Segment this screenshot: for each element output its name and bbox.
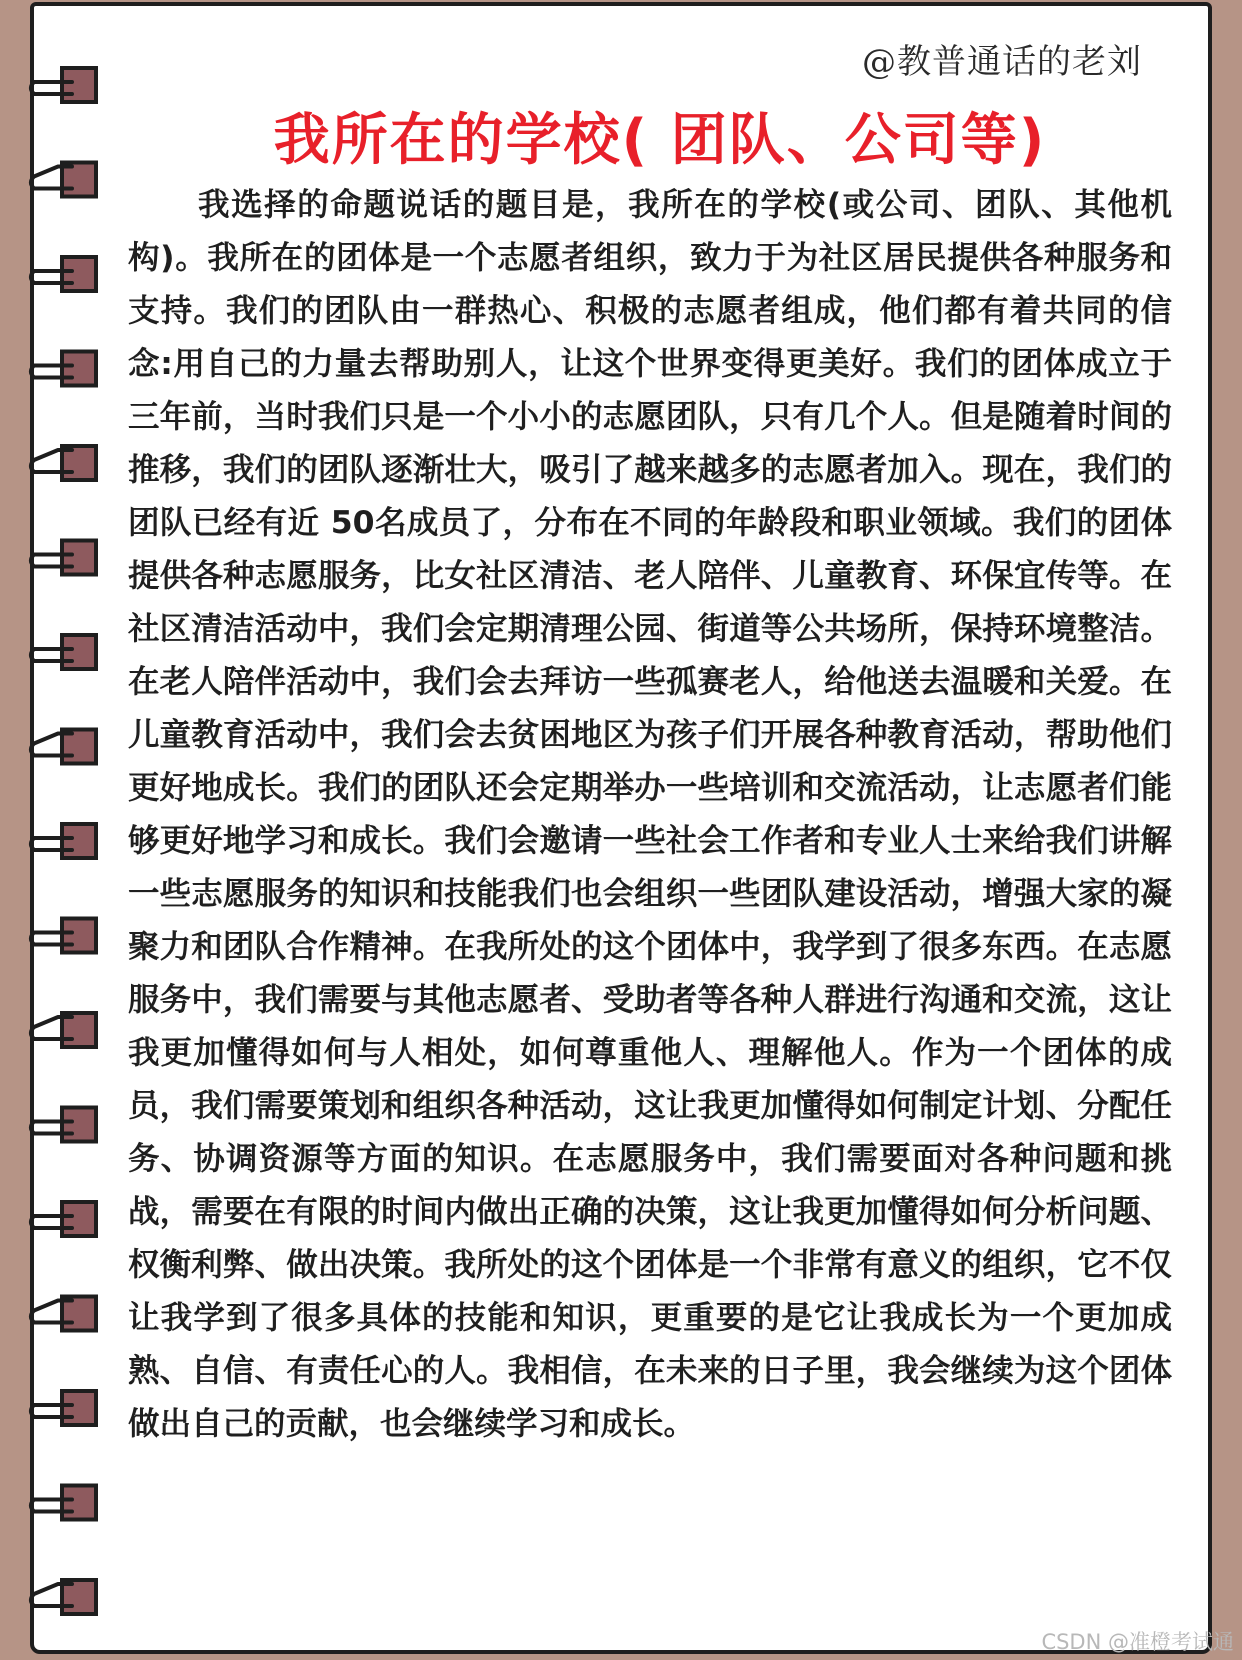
- binding-tab: [31, 635, 96, 669]
- binding-tab: [31, 1108, 96, 1142]
- csdn-watermark: CSDN @准橙考试通: [1041, 1630, 1234, 1654]
- binding-tab: [31, 446, 96, 480]
- binding-tab: [31, 1297, 96, 1331]
- binding-tab: [31, 163, 96, 197]
- binding-tab: [31, 824, 96, 858]
- binding-tab: [31, 1391, 96, 1425]
- binding-tab: [31, 1202, 96, 1236]
- notebook-binding: [0, 0, 110, 1660]
- binding-tab: [31, 68, 96, 102]
- document-title: 我所在的学校( 团队、公司等): [273, 108, 1047, 173]
- author-handle: @教普通话的老刘: [862, 42, 1142, 82]
- binding-tab: [31, 730, 96, 764]
- binding-tab: [31, 1580, 96, 1614]
- binding-tab: [31, 1486, 96, 1520]
- binding-tab: [31, 541, 96, 575]
- binding-tab: [31, 1013, 96, 1047]
- binding-tab: [31, 257, 96, 291]
- document-body: 我选择的命题说话的题目是，我所在的学校(或公司、团队、其他机构)。我所在的团体是一个志愿者组织，致力于为社区居民提供各种服务和支持。我们的团队由一群热心、积极的志愿者组成，他们都有着共同的信念:用自己的力量去帮助别人，让这个世界变得更美好。我们的团体成立于三年前，当时我们只是一个小小的志愿团队，只有几个人。但是随着时间的推移，我们的团队逐渐壮大，吸引了越来越多的志愿者加入。现在，我们的团队已经有近 50名成员了，分布在不同的年龄段和职业领域。我们的团体提供各种志愿服务，比女社区清洁、老人陪伴、儿童教育、环保宜传等。在社区清洁活动中，我们会定期清理公园、街道等公共场所，保持环境整洁。在老人陪伴活动中，我们会去拜访一些孤赛老人，给他送去温暖和关爱。在儿童教育活动中，我们会去贫困地区为孩子们开展各种教育活动，帮助他们更好地成长。我们的团队还会定期举办一些培训和交流活动，让志愿者们能够更好地学习和成长。我们会邀请一些社会工作者和专业人士来给我们讲解一些志愿服务的知识和技能我们也会组织一些团队建设活动，增强大家的凝聚力和团队合作精神。在我所处的这个团体中，我学到了很多东西。在志愿服务中，我们需要与其他志愿者、受助者等各种人群进行沟通和交流，这让我更加懂得如何与人相处，如何尊重他人、理解他人。作为一个团体的成员，我们需要策划和组织各种活动，这让我更加懂得如何制定计划、分配任务、协调资源等方面的知识。在志愿服务中，我们需要面对各种问题和挑战，需要在有限的时间内做出正确的决策，这让我更加懂得如何分析问题、权衡利弊、做出决策。我所处的这个团体是一个非常有意义的组织，它不仅让我学到了很多具体的技能和知识，更重要的是它让我成长为一个更加成熟、自信、有责任心的人。我相信，在未来的日子里，我会继续为这个团体做出自己的贡献，也会继续学习和成长。: [128, 187, 1172, 1442]
- binding-tab: [31, 352, 96, 386]
- binding-tab: [31, 919, 96, 953]
